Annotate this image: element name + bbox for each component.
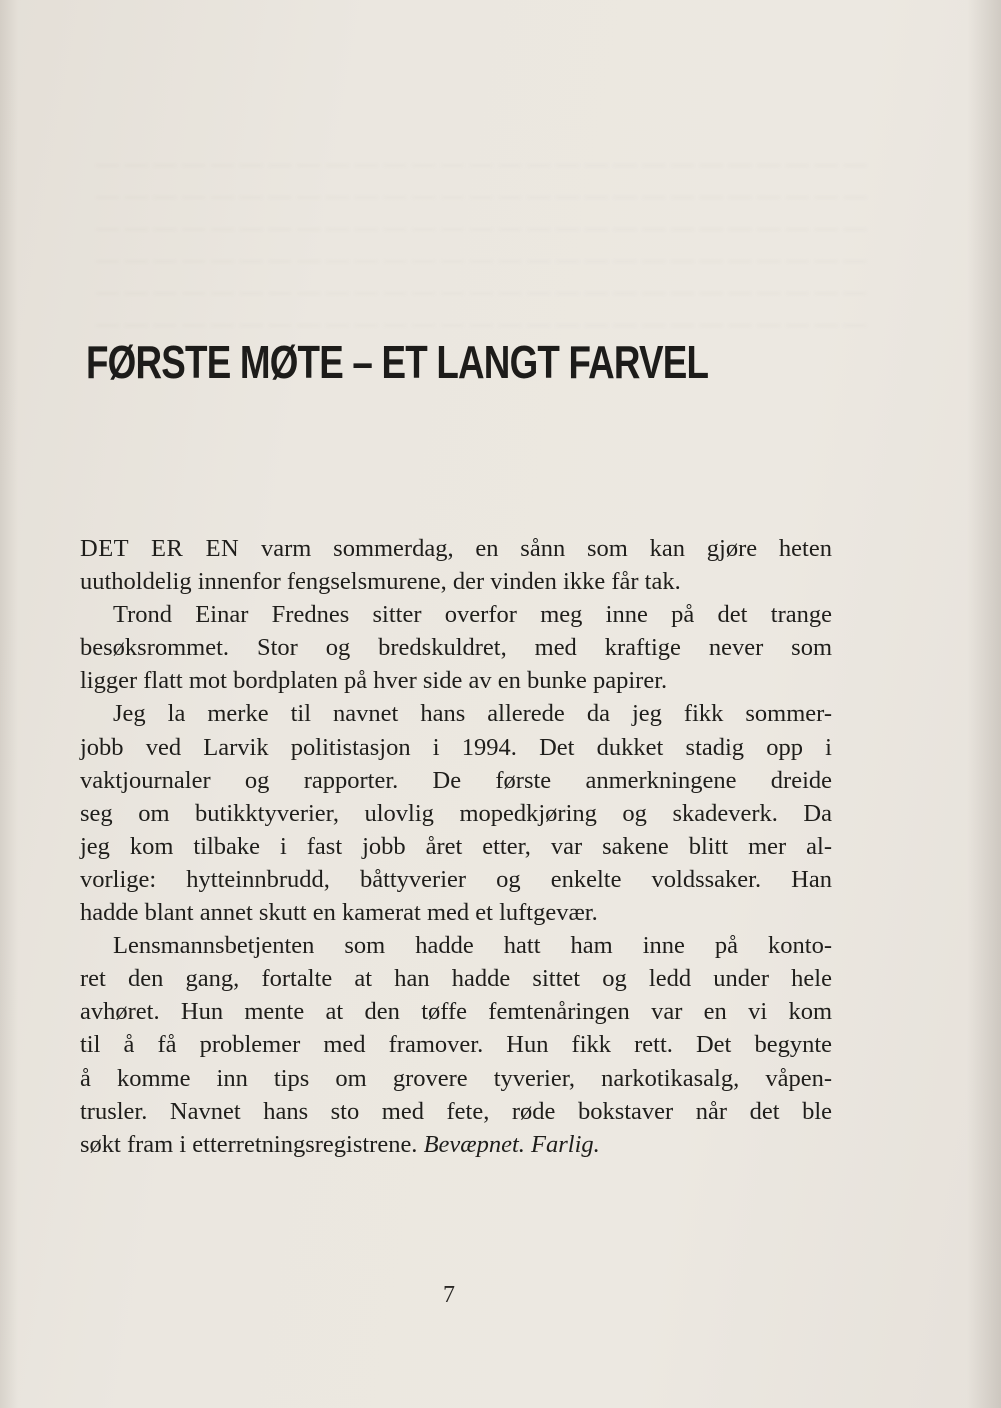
gutter-shadow [0,0,18,1408]
chapter-body [80,532,832,1161]
text-line: til å få problemer med framover. Hun fikk rett. Det begynte [80,1031,832,1059]
paragraph-1 [80,532,832,565]
paragraph-4 [80,929,832,962]
text-line: jobb ved Larvik politistasjon i 1994. Det dukket stadig opp i [80,733,832,761]
paragraph-4-line [80,1095,832,1128]
chapter-title: FØRSTE MØTE – ET LANGT FARVEL [86,336,709,388]
text-line: å komme inn tips om grovere tyverier, narkotikasalg, våpen- [80,1064,832,1092]
text-line: Trond Einar Frednes sitter overfor meg inne på det trange [113,601,832,629]
opening-words: DET ER EN [80,535,240,562]
edge-shadow [967,0,1001,1408]
text-line: vaktjournaler og rapporter. De første anmerkningene dreide [80,766,832,794]
text-line: Jeg la merke til navnet hans allerede da jeg fikk sommer- [113,700,832,728]
paragraph-3-line [80,731,832,764]
text-line: seg om butikktyverier, ulovlig mopedkjøring og skadeverk. Da [80,799,832,827]
emphasis-text: Bevæpnet. Farlig. [423,1130,600,1158]
paragraph-2 [80,598,832,631]
paragraph-2-line [80,664,832,697]
text-line: jeg kom tilbake i fast jobb året etter, var sakene blitt mer al- [80,832,832,860]
paragraph-4-line [80,1128,832,1161]
paragraph-4-line [80,1062,832,1095]
text-line: hadde blant annet skutt en kamerat med et luftgevær. [80,899,598,927]
paragraph-3-line [80,896,832,929]
paragraph-1-line-2 [80,565,832,598]
text-line: trusler. Navnet hans sto med fete, røde bokstaver når det ble [80,1097,832,1125]
paragraph-4-line [80,995,832,1028]
paragraph-3-line [80,830,832,863]
text-line: ligger flatt mot bordplaten på hver side av en bunke papirer. [80,667,668,695]
text-line: uutholdelig innenfor fengselsmurene, der vinden ikke får tak. [80,568,681,596]
text-line: ret den gang, fortalte at han hadde sittet og ledd under hele [80,965,832,993]
text-line: søkt fram i etterretningsregistrene. [80,1130,424,1158]
paragraph-3-line [80,764,832,797]
text-line: besøksrommet. Stor og bredskuldret, med kraftige never som [80,634,832,662]
paragraph-3-line [80,863,832,896]
paragraph-3 [80,697,832,730]
paragraph-4-line [80,962,832,995]
paragraph-3-line [80,797,832,830]
paragraph-2-line [80,631,832,664]
page-number: 7 [443,1282,455,1308]
text-line: avhøret. Hun mente at den tøffe femtenåringen var en vi kom [80,998,832,1026]
text-line: vorlige: hytteinnbrudd, båttyverier og enkelte voldssaker. Han [80,865,832,893]
bleed-through-texture: — — — — — — — — — — — — — — — — — — — — — — — — — — — — — — — — — — — — — — — — — — — — — — — — — — — — — — — — — — — — — — — — — — — — — — — — — — — — — — — — — — — — — — — — — — — — — — — — — — — — — — — — — — — — — — — — — — — — — — — — — — — — — — — — — — — — — — — — — — — — — — — — — — — — — — — — — — — — — — — — — — [96,151,867,336]
text-line: varm sommerdag, en sånn som kan gjøre heten [239,535,832,562]
paragraph-4-line [80,1028,832,1061]
text-line: Lensmannsbetjenten som hadde hatt ham inne på konto- [113,932,832,960]
